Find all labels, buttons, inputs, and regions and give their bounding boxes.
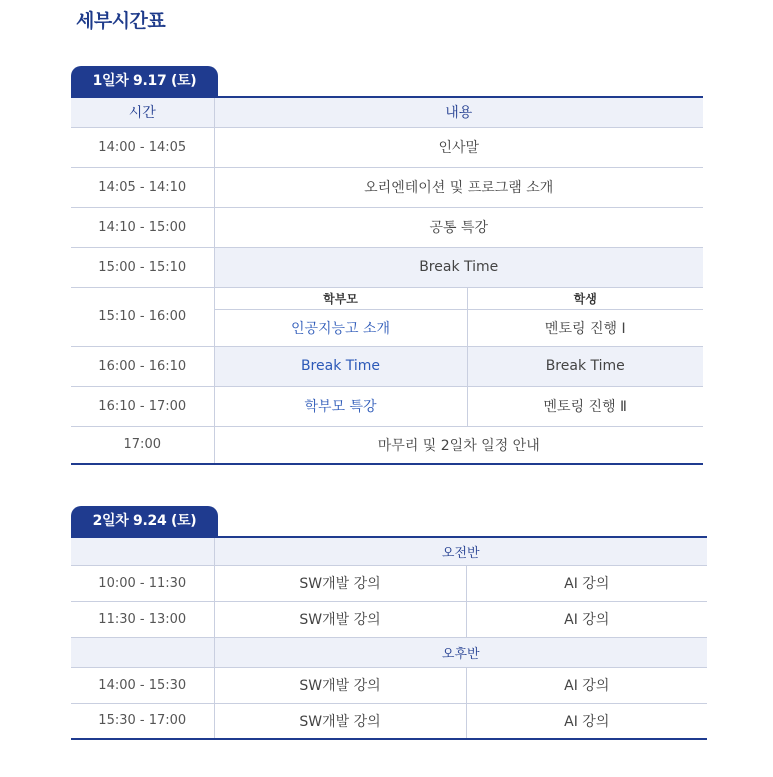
content-cell: 오리엔테이션 및 프로그램 소개	[214, 167, 703, 207]
time-cell: 15:10 - 16:00	[71, 287, 214, 346]
content-cell: 공통 특강	[214, 207, 703, 247]
parents-cell: 학부모 특강	[214, 386, 467, 426]
page-title: 세부시간표	[76, 10, 166, 32]
time-cell: 16:10 - 17:00	[71, 386, 214, 426]
section-header-morning	[71, 537, 707, 565]
table-row	[71, 426, 703, 464]
day1-tab: 1일차 9.17 (토)	[71, 66, 218, 96]
table-row	[71, 167, 703, 207]
header-content: 내용	[214, 97, 703, 127]
table-row	[71, 703, 707, 739]
day2-schedule-table	[71, 536, 707, 740]
content-cell: 마무리 및 2일차 일정 안내	[377, 437, 540, 454]
content-cell: 인사말	[214, 127, 703, 167]
right-cell: AI 강의	[466, 601, 707, 637]
students-cell: 멘토링 진행 Ⅰ	[467, 309, 703, 346]
students-cell: Break Time	[467, 346, 703, 386]
table-row	[71, 667, 707, 703]
header-time: 시간	[71, 97, 214, 127]
left-cell: SW개발 강의	[214, 565, 466, 601]
day1-schedule-table	[71, 96, 703, 465]
table-row-break	[71, 346, 703, 386]
students-header: 학생	[467, 287, 703, 309]
time-cell: 14:00 - 14:05	[71, 127, 214, 167]
afternoon-label: 오후반	[214, 637, 707, 667]
day2-tab: 2일차 9.24 (토)	[71, 506, 218, 536]
parents-header: 학부모	[214, 287, 467, 309]
right-cell: AI 강의	[466, 667, 707, 703]
left-cell: SW개발 강의	[214, 601, 466, 637]
time-cell: 11:30 - 13:00	[71, 601, 214, 637]
time-cell: 15:00 - 15:10	[71, 247, 214, 287]
content-cell: Break Time	[214, 247, 703, 287]
split-header-row	[71, 287, 703, 309]
parents-cell: Break Time	[214, 346, 467, 386]
section-header-afternoon	[71, 637, 707, 667]
time-cell: 14:00 - 15:30	[71, 667, 214, 703]
morning-label: 오전반	[214, 537, 707, 565]
time-cell: 15:30 - 17:00	[71, 703, 214, 739]
parents-cell: 인공지능고 소개	[214, 309, 467, 346]
table-row	[71, 386, 703, 426]
table-row	[71, 207, 703, 247]
right-cell: AI 강의	[564, 713, 610, 730]
time-cell: 16:00 - 16:10	[71, 346, 214, 386]
section-spacer	[71, 537, 214, 565]
students-cell: 멘토링 진행 Ⅱ	[467, 386, 703, 426]
time-cell: 10:00 - 11:30	[71, 565, 214, 601]
table-header-row	[71, 97, 703, 127]
left-cell: SW개발 강의	[214, 703, 466, 739]
table-row	[71, 565, 707, 601]
right-cell: AI 강의	[466, 565, 707, 601]
time-cell: 17:00	[71, 426, 214, 464]
left-cell: SW개발 강의	[214, 667, 466, 703]
time-cell: 14:10 - 15:00	[71, 207, 214, 247]
table-row-break	[71, 247, 703, 287]
section-spacer	[71, 637, 214, 667]
table-row	[71, 601, 707, 637]
table-row	[71, 127, 703, 167]
time-cell: 14:05 - 14:10	[71, 167, 214, 207]
